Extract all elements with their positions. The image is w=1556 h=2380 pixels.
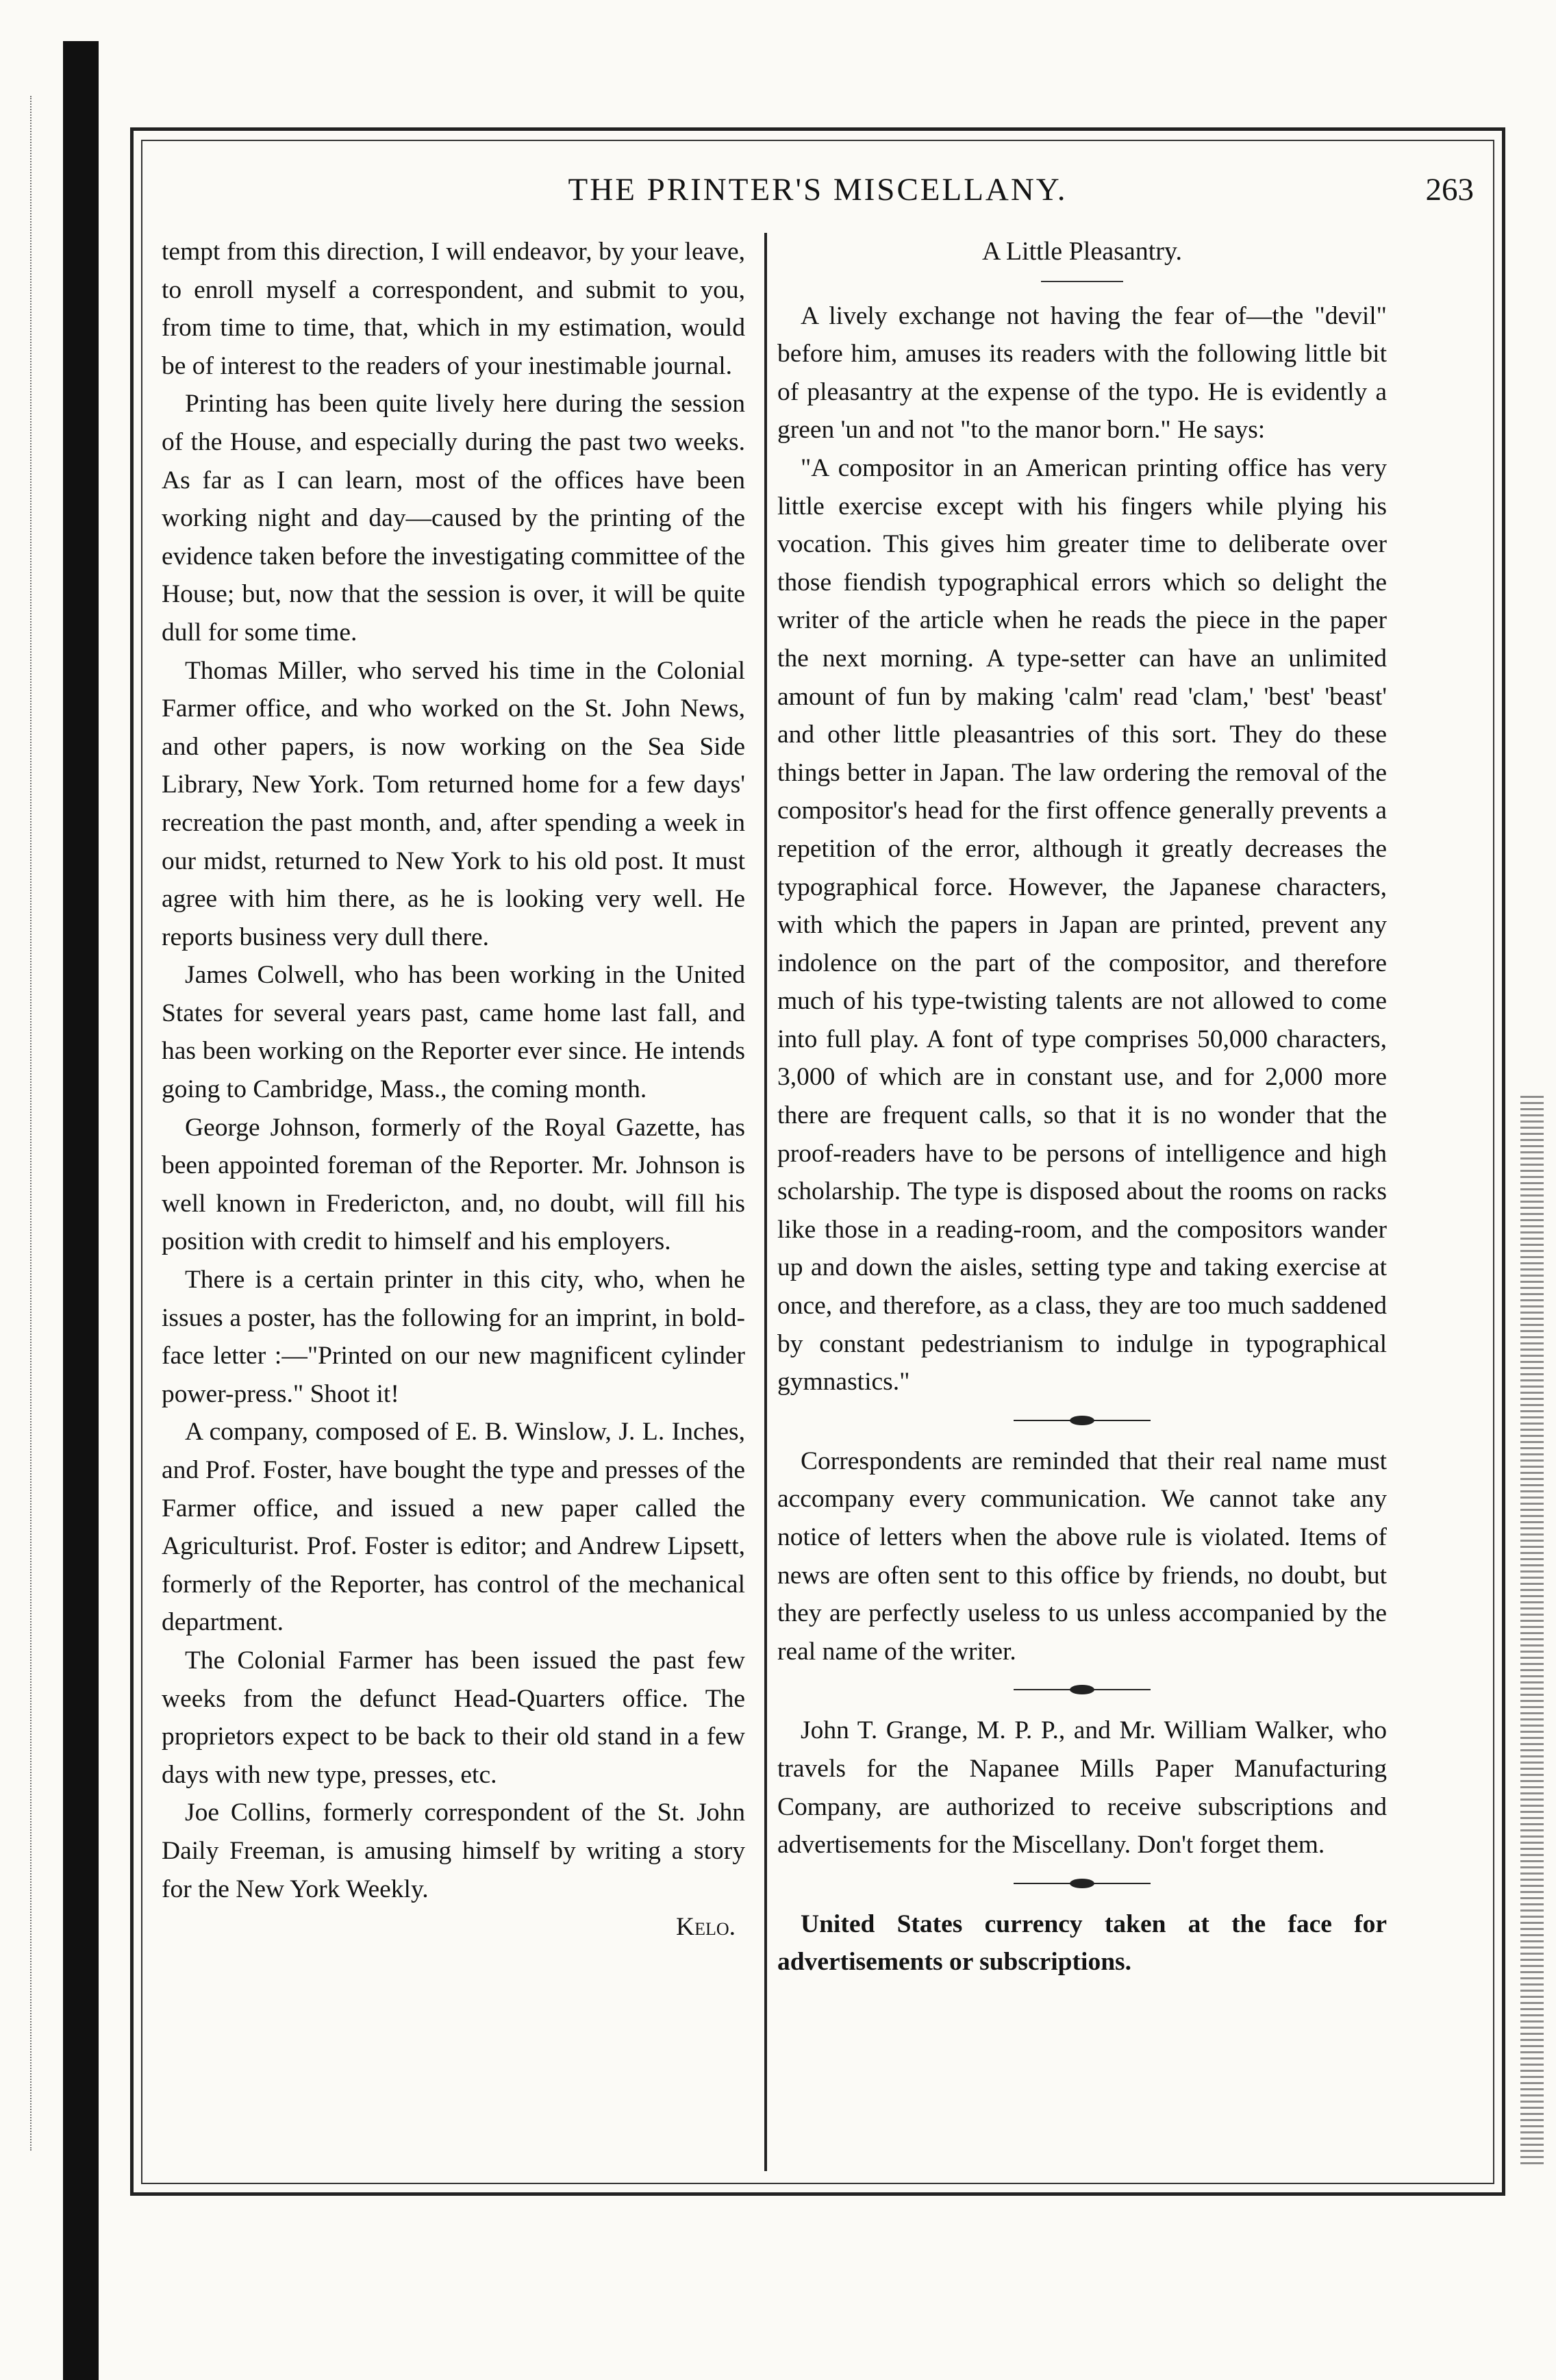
running-title: THE PRINTER'S MISCELLANY.	[568, 172, 1068, 208]
title-rule	[1041, 281, 1123, 286]
signature: Kelo.	[676, 1913, 736, 1942]
book-spine-shadow	[63, 41, 99, 2380]
paragraph: tempt from this direction, I will endeavor, by your leave, to enroll myself a correspondent, and submit to you, from time to time, that, which in my estimation, would be of interest to the readers of your inestimable journal.	[162, 238, 745, 380]
paragraph: A company, composed of E. B. Winslow, J. L. Inches, and Prof. Foster, have bought the type and presses of the Farmer office, and issued a new paper called the Agriculturist. Prof. Foster is editor; and Andrew Lipsett, formerly of the Reporter, has control of the mechanical department.	[162, 1418, 745, 1637]
notice-correspondents: Correspondents are reminded that their real name must accompany every communication. We cannot take any notice of letters when the above rule is violated. Items of news are often sent to this office by friends, no doubt, but they are perfectly useless to us unless accompanied by the real name of the writer.	[777, 1446, 1387, 1666]
left-column	[162, 233, 745, 1946]
paragraph: The Colonial Farmer has been issued the past few weeks from the defunct Head-Quarters office. The proprietors expect to be back to their old stand in a few days with new type, presses, etc.	[162, 1646, 745, 1789]
notice-agents: John T. Grange, M. P. P., and Mr. William Walker, who travels for the Napanee Mills Paper Manufacturing Company, are authorized to receive subscriptions and advertisements for the Miscellany. Don't forget them.	[777, 1716, 1387, 1859]
paragraph: There is a certain printer in this city, who, when he issues a poster, has the following for an imprint, in bold-face letter :—"Printed on our new magnificent cylinder power-press." Shoot it!	[162, 1266, 745, 1408]
article-title: A Little Pleasantry.	[982, 237, 1182, 266]
paragraph: Printing has been quite lively here during the session of the House, and especially during the past two weeks. As far as I can learn, most of the offices have been working night and day—caused by the printing of the evidence taken before the investigating committee of the House; but, now that the session is over, it will be quite dull for some time.	[162, 390, 745, 647]
page-number: 263	[1425, 172, 1474, 208]
section-separator	[1014, 1415, 1151, 1426]
right-page-edge	[1520, 1096, 1544, 2164]
right-column	[777, 233, 1387, 1981]
section-separator	[1014, 1878, 1151, 1889]
page-header	[141, 171, 1494, 219]
paragraph: Joe Collins, formerly correspondent of the St. John Daily Freeman, is amusing himself by writing a story for the New York Weekly.	[162, 1799, 745, 1903]
paragraph: James Colwell, who has been working in the United States for several years past, came home last fall, and has been working on the Reporter ever since. He intends going to Cambridge, Mass., the coming month.	[162, 961, 745, 1104]
article-paragraph: A lively exchange not having the fear of—the "devil" before him, amuses its readers with the following little bit of pleasantry at the expense of the typo. He is evidently a green 'un and not "to the manor born." He says:	[777, 301, 1387, 444]
paragraph: Thomas Miller, who served his time in the Colonial Farmer office, and who worked on the St. John News, and other papers, is now working on the Sea Side Library, New York. Tom returned home for a few days' recreation the past month, and, after spending a week in our midst, returned to New York to his old post. It must agree with him there, as he is looking very well. He reports business very dull there.	[162, 656, 745, 951]
page-edge-dots	[0, 96, 32, 2151]
paragraph: George Johnson, formerly of the Royal Gazette, has been appointed foreman of the Reporter. Mr. Johnson is well known in Fredericton, and, no doubt, will fill his position with credit to himself and his employers.	[162, 1113, 745, 1256]
article-paragraph: "A compositor in an American printing office has very little exercise except with his fingers while plying his vocation. This gives him greater time to deliberate over those fiendish typographical errors which so delight the writer of the article when he reads the piece in the paper the next morning. A type-setter can have an unlimited amount of fun by making 'calm' read 'clam,' 'best' 'beast' and other little pleasantries of this sort. They do these things better in Japan. The law ordering the removal of the compositor's head for the first offence generally prevents a repetition of the error, although it greatly decreases the typographical force. However, the Japanese characters, with which the papers in Japan are printed, prevent any indolence on the part of the compositor, and therefore much of his type-twisting talents are not allowed to come into full play. A font of type comprises 50,000 characters, 3,000 of which are in constant use, and for 2,000 more there are frequent calls, so that it is no wonder that the proof-readers have to be persons of intelligence and high scholarship. The type is disposed about the rooms on racks like those in a reading-room, and the compositors wander up and down the aisles, setting type and taking exercise at once, and therefore, as a class, they are too much saddened by constant pedestrianism to indulge in typographical gymnastics."	[777, 453, 1387, 1396]
column-divider	[764, 233, 767, 2171]
notice-currency: United States currency taken at the face for advertisements or subscriptions.	[777, 1909, 1387, 1977]
section-separator	[1014, 1684, 1151, 1695]
